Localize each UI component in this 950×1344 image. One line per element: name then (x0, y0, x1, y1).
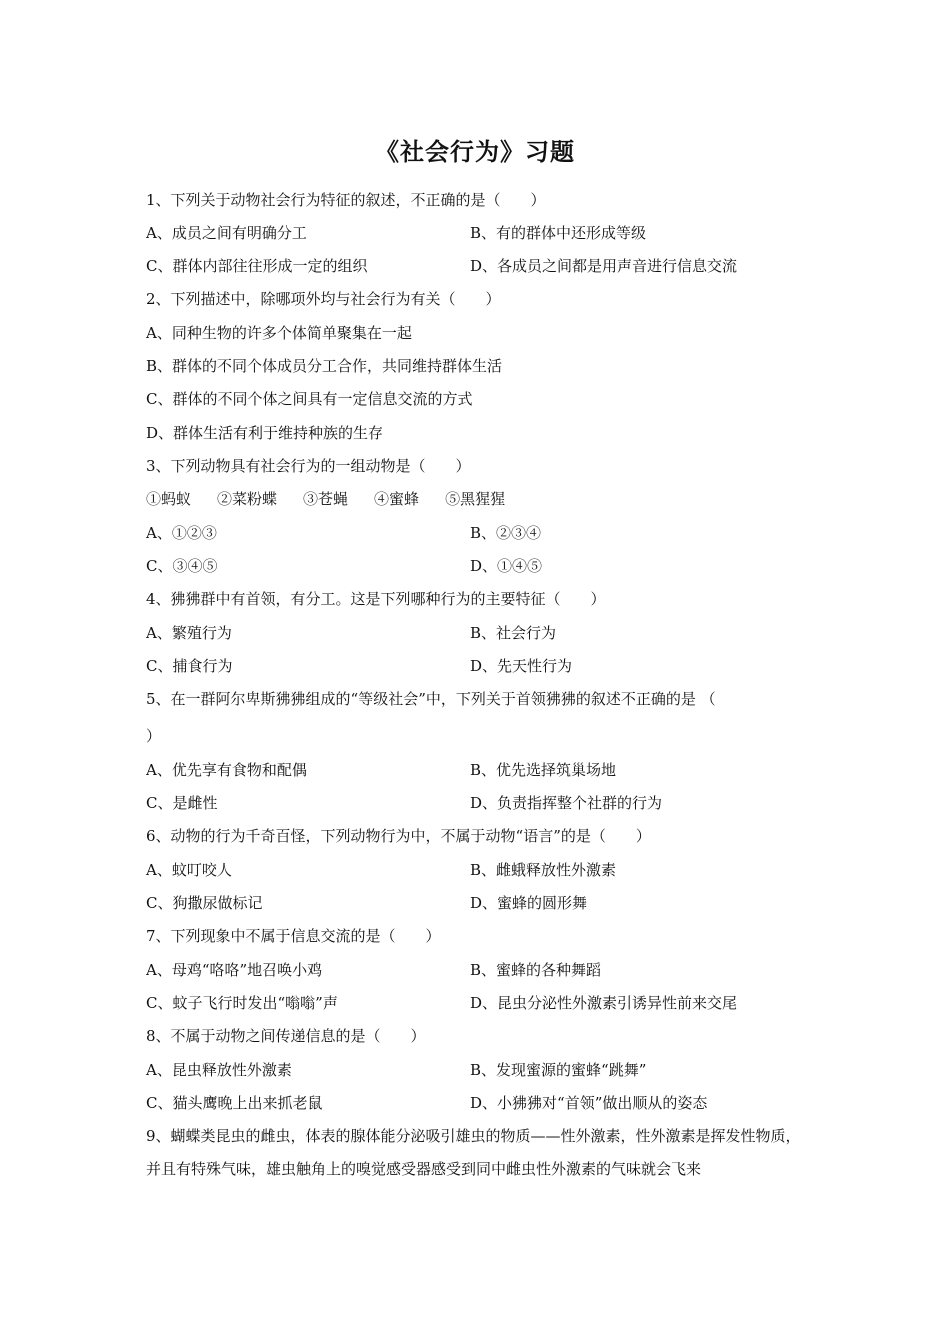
q5-option-d: D、负责指挥整个社群的行为 (470, 794, 663, 812)
q3-option-d: D、①④⑤ (470, 557, 543, 575)
question-4-stem: 4、狒狒群中有首领，有分工。这是下列哪种行为的主要特征（ ） (146, 590, 606, 608)
q4-option-c: C、捕食行为 (146, 657, 233, 675)
q2-option-d: D、群体生活有利于维持种族的生存 (146, 424, 384, 442)
q4-option-a: A、繁殖行为 (146, 624, 232, 642)
q2-option-b: B、群体的不同个体成员分工合作，共同维持群体生活 (146, 357, 503, 375)
q8-option-b: B、发现蜜源的蜜蜂“跳舞” (470, 1061, 647, 1079)
question-9-paragraph: 9、蝴蝶类昆虫的雌虫，体表的腺体能分泌吸引雄虫的物质——性外激素，性外激素是挥发性物质，并且有特殊气味，雄虫触角上的嗅觉感受器感受到同中雌虫性外激素的气味就会飞来 (146, 1127, 801, 1178)
q6-option-d: D、蜜蜂的圆形舞 (470, 894, 588, 912)
q1-option-b: B、有的群体中还形成等级 (470, 224, 647, 242)
question-3-stem: 3、下列动物具有社会行为的一组动物是（ ） (146, 457, 471, 475)
page-title: 《社会行为》习题 (375, 137, 575, 166)
question-5-stem-cont: ） (146, 727, 162, 745)
q6-option-b: B、雌蛾释放性外激素 (470, 861, 617, 879)
q3-item-2: ②菜粉蝶 (217, 490, 278, 508)
q7-option-a: A、母鸡“咯咯”地召唤小鸡 (146, 961, 323, 979)
q4-option-d: D、先天性行为 (470, 657, 573, 675)
q2-option-c: C、群体的不同个体之间具有一定信息交流的方式 (146, 390, 473, 408)
q3-option-a: A、①②③ (146, 524, 217, 542)
question-2-stem: 2、下列描述中，除哪项外均与社会行为有关（ ） (146, 290, 501, 308)
q3-item-5: ⑤黑猩猩 (445, 490, 506, 508)
q3-option-c: C、③④⑤ (146, 557, 218, 575)
q7-option-b: B、蜜蜂的各种舞蹈 (470, 961, 602, 979)
question-6-stem: 6、动物的行为千奇百怪，下列动物行为中，不属于动物“语言”的是（ ） (146, 827, 651, 845)
q8-option-d: D、小狒狒对“首领”做出顺从的姿态 (470, 1094, 708, 1112)
q5-option-c: C、是雌性 (146, 794, 218, 812)
q5-option-a: A、优先享有食物和配偶 (146, 761, 307, 779)
q8-option-a: A、昆虫释放性外激素 (146, 1061, 292, 1079)
q7-option-c: C、蚊子飞行时发出“嗡嗡”声 (146, 994, 338, 1012)
q3-item-3: ③苍蝇 (303, 490, 349, 508)
q2-option-a: A、同种生物的许多个体简单聚集在一起 (146, 324, 412, 342)
q4-option-b: B、社会行为 (470, 624, 557, 642)
question-1-stem: 1、下列关于动物社会行为特征的叙述，不正确的是（ ） (146, 191, 546, 209)
q3-items (146, 489, 531, 509)
q1-option-a: A、成员之间有明确分工 (146, 224, 307, 242)
question-8-stem: 8、不属于动物之间传递信息的是（ ） (146, 1027, 426, 1045)
q1-option-c: C、群体内部往往形成一定的组织 (146, 257, 368, 275)
q1-option-d: D、各成员之间都是用声音进行信息交流 (470, 257, 738, 275)
question-7-stem: 7、下列现象中不属于信息交流的是（ ） (146, 927, 441, 945)
q3-option-b: B、②③④ (470, 524, 542, 542)
q8-option-c: C、猫头鹰晚上出来抓老鼠 (146, 1094, 323, 1112)
q3-item-1: ①蚂蚁 (146, 490, 192, 508)
q3-item-4: ④蜜蜂 (374, 490, 420, 508)
q7-option-d: D、昆虫分泌性外激素引诱异性前来交尾 (470, 994, 738, 1012)
q6-option-a: A、蚊叮咬人 (146, 861, 232, 879)
q5-option-b: B、优先选择筑巢场地 (470, 761, 617, 779)
q6-option-c: C、狗撒尿做标记 (146, 894, 263, 912)
question-5-stem: 5、在一群阿尔卑斯狒狒组成的“等级社会”中，下列关于首领狒狒的叙述不正确的是 （ (146, 690, 716, 708)
